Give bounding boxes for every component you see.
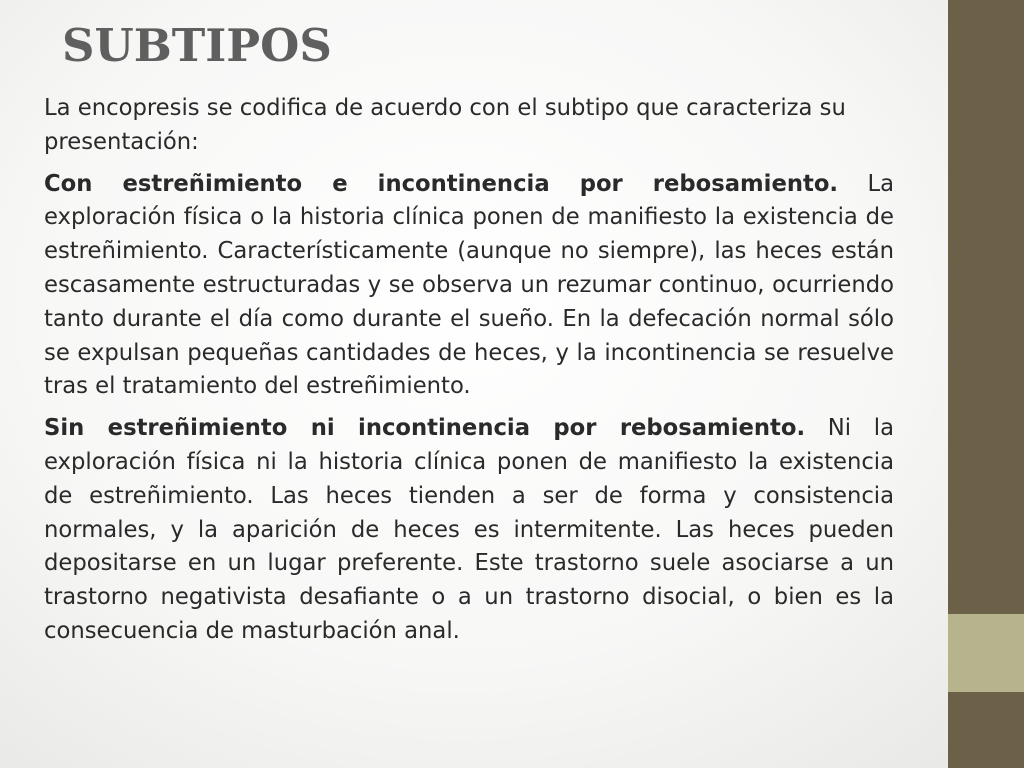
subtype-paragraph-constipation — [44, 168, 894, 405]
sidebar-accent-middle — [948, 614, 1024, 692]
slide-title: SUBTIPOS — [62, 19, 332, 72]
subtype-text-constipation: La exploración física o la historia clínica ponen de manifiesto la existencia de estreñimiento. Característicamente (aunque no siempre), las heces están escasamente estructuradas y se observa un rezumar continuo, ocurriendo tanto durante el día como durante el sueño. En la defecación normal sólo se expulsan pequeñas cantidades de heces, y la incontinencia se resuelve tras el tratamiento del estreñimiento. — [44, 170, 894, 400]
slide-body — [44, 92, 894, 649]
subtype-heading-constipation: Con estreñimiento e incontinencia por rebosamiento. — [44, 170, 839, 197]
sidebar-accent-bottom — [948, 692, 1024, 768]
subtype-heading-no-constipation: Sin estreñimiento ni incontinencia por rebosamiento. — [44, 415, 806, 442]
subtype-text-no-constipation: Ni la exploración física ni la historia clínica ponen de manifiesto la existencia de estreñimiento. Las heces tienden a ser de forma y consistencia normales, y la aparición de heces es intermitente. Las heces pueden depositarse en un lugar preferente. Este trastorno suele asociarse a un trastorno negativista desafiante o a un trastorno disocial, o bien es la consecuencia de masturbación anal. — [44, 415, 894, 644]
sidebar-accent-top — [948, 0, 1024, 614]
subtype-paragraph-no-constipation — [44, 412, 894, 649]
intro-paragraph: La encopresis se codifica de acuerdo con el subtipo que caracteriza su presentación: — [44, 95, 846, 155]
